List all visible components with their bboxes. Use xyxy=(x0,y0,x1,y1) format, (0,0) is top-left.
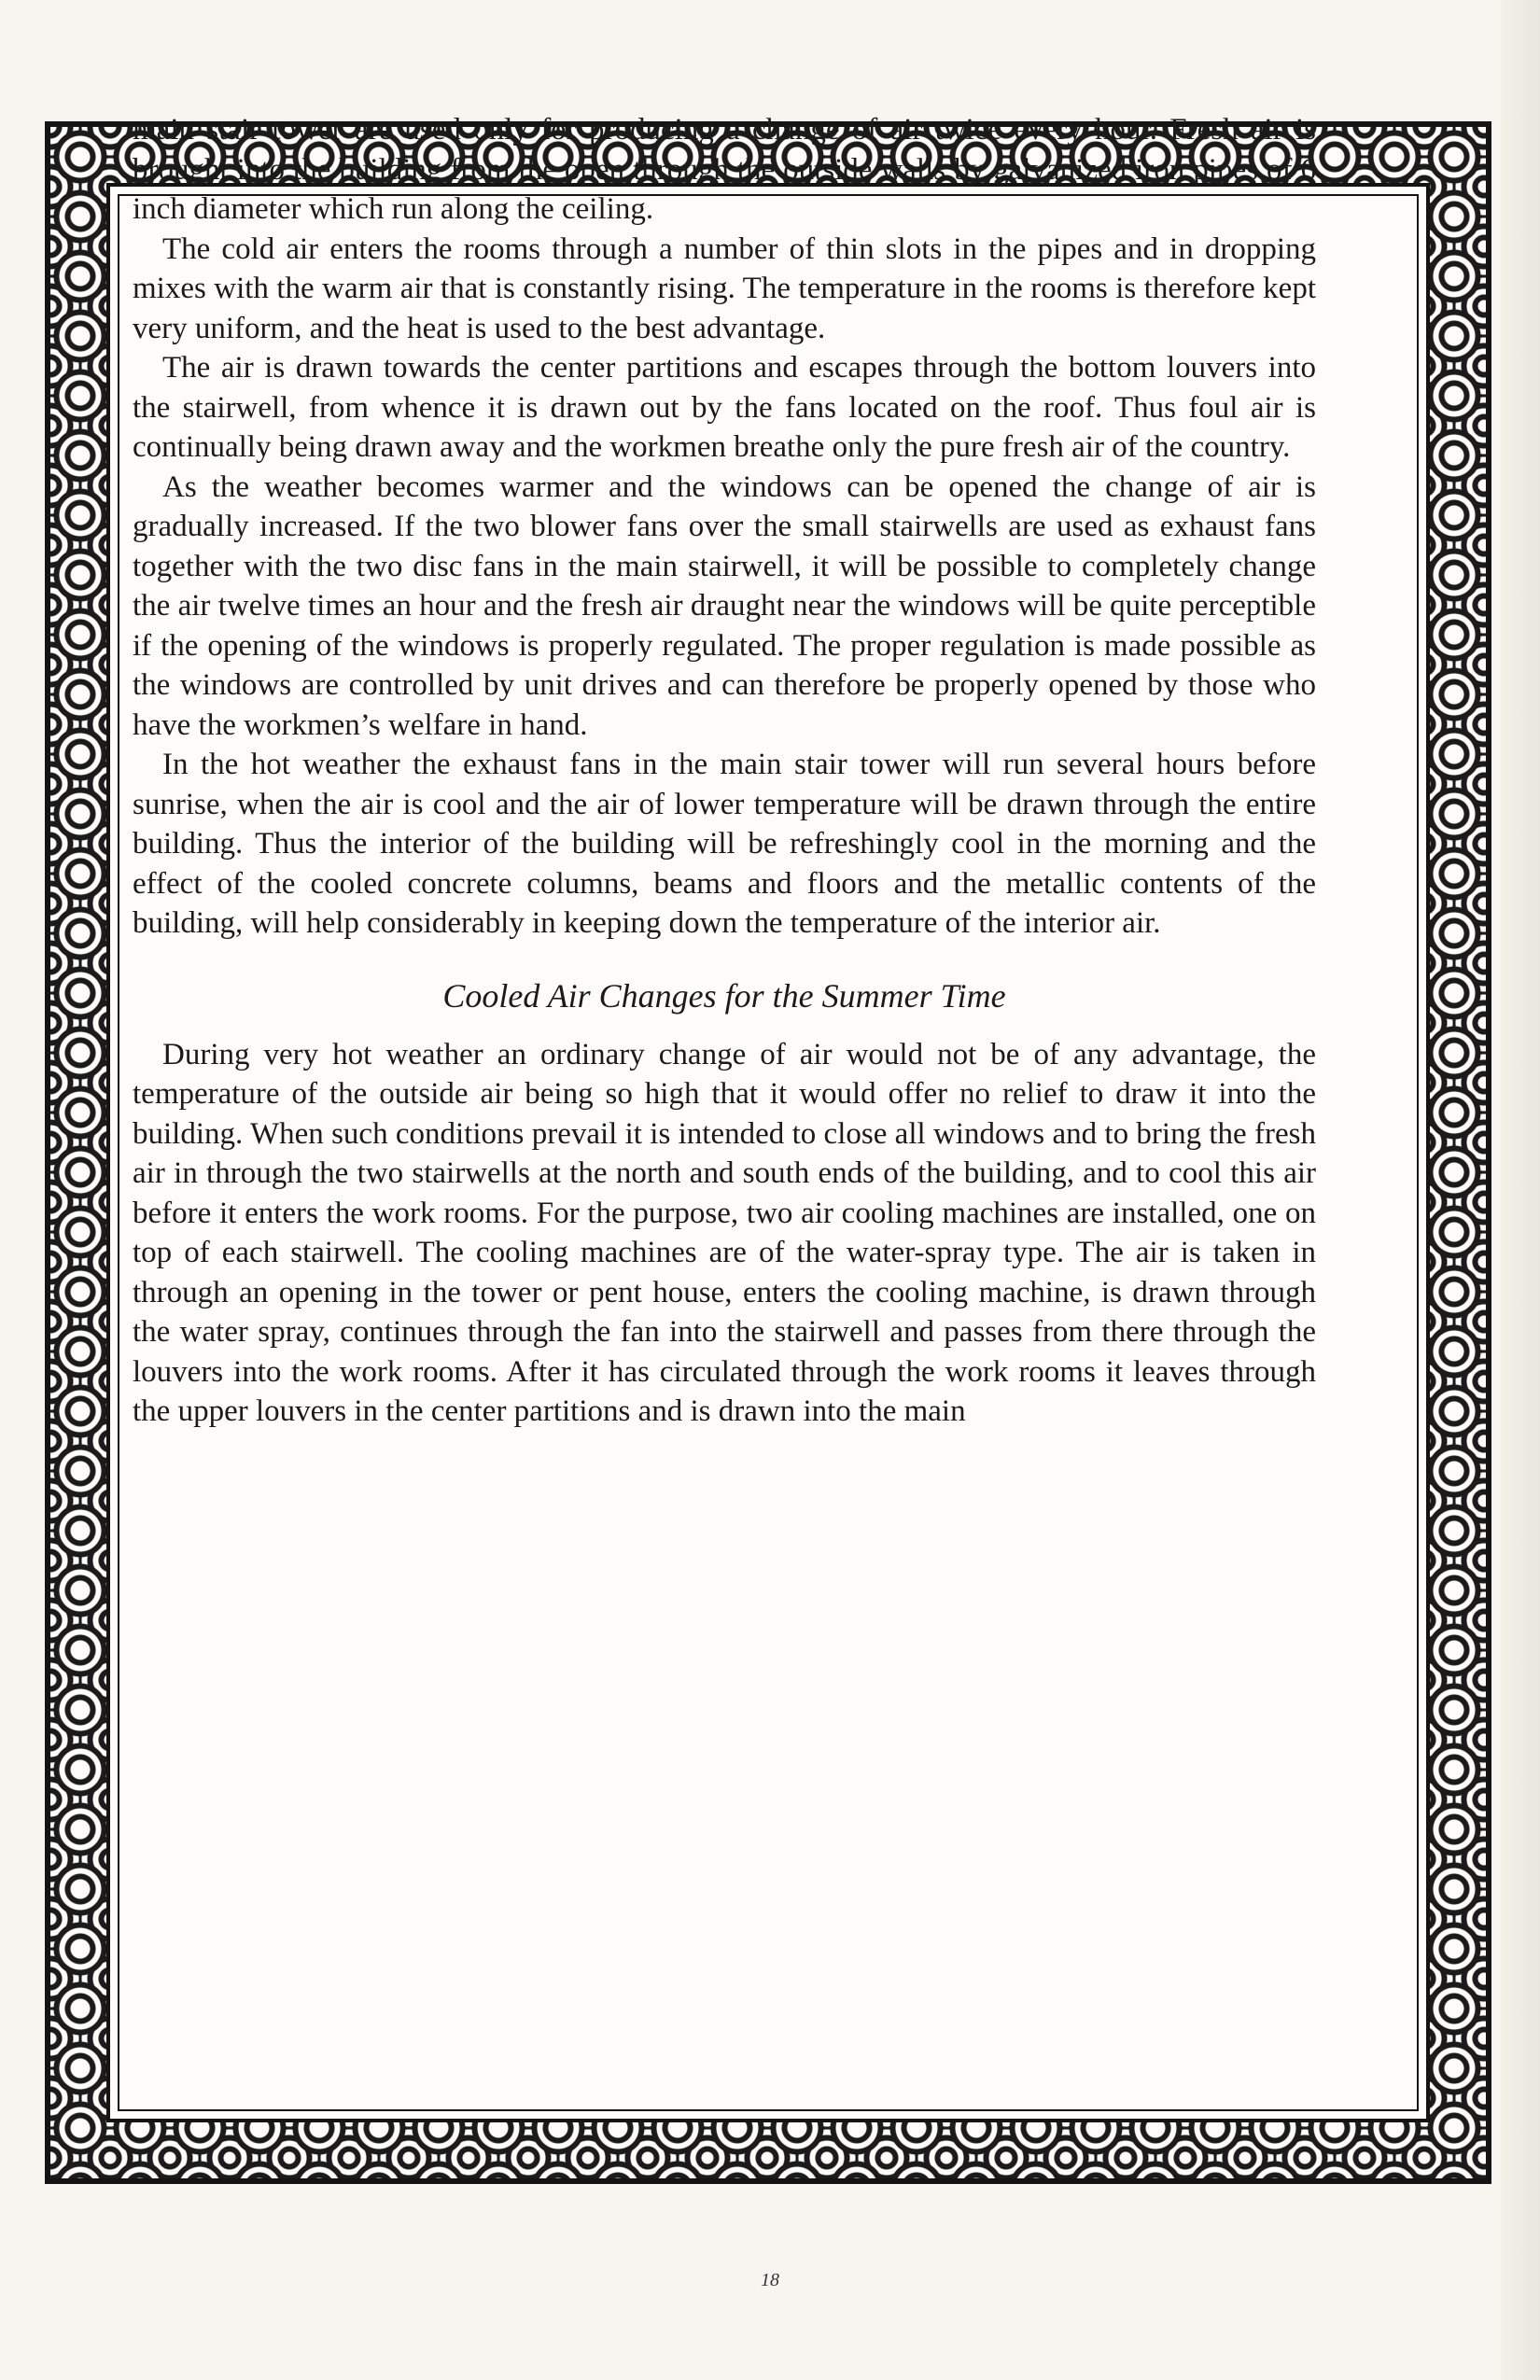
paragraph: In the hot weather the exhaust fans in the main stair tower will run several hours before sunrise, when the air is cool and the air of lower temperature will be drawn through the entire building. Thus the interior of the building will be refreshingly cool in the morning and the effect of the cooled concrete columns, beams and floors and the metallic contents of the building, will help considerably in keeping down the temperature of the interior air. xyxy=(133,748,1316,940)
body-text xyxy=(133,110,1316,1432)
page-number: 18 xyxy=(761,2270,779,2290)
paragraph: The cold air enters the rooms through a number of thin slots in the pipes and in dropping mixes with the warm air that is constantly rising. The temperature in the rooms is therefore kept very uniform, and the heat is used to the best advantage. xyxy=(133,231,1316,345)
paragraphs-after-heading xyxy=(133,1035,1316,1432)
paragraph: The air is drawn towards the center partitions and escapes through the bottom louvers into the stairwell, from whence it is drawn out by the fans located on the roof. Thus foul air is continually being drawn away and the workmen breathe only the pure fresh air of the country. xyxy=(133,351,1316,464)
paragraph: main stair tower are used only for producing a change of air twice every hour. Fresh air is brought into the building from the open through the outside walls by galvanized iron pipes of 6 inch diameter which run along the ceiling. xyxy=(133,113,1316,226)
paragraph: As the weather becomes warmer and the windows can be opened the change of air is gradually increased. If the two blower fans over the small stairwells are used as exhaust fans together with the two disc fans in the main stairwell, it will be possible to completely change the air twelve times an hour and the fresh air draught near the windows will be quite perceptible if the opening of the windows is properly regulated. The proper regulation is made possible as the windows are controlled by unit drives and can therefore be properly opened by those who have the workmen’s welfare in hand. xyxy=(133,469,1316,742)
paragraph: During very hot weather an ordinary change of air would not be of any advantage, the temperature of the outside air being so high that it would offer no relief to draw it into the building. When such conditions prevail it is intended to close all windows and to bring the fresh air in through the two stairwells at the north and south ends of the building, and to cool this air before it enters the work rooms. For the purpose, two air cooling machines are installed, one on top of each stairwell. The cooling machines are of the water-spray type. The air is taken in through an opening in the tower or pent house, enters the cooling machine, is drawn through the water spray, continues through the fan into the stairwell and passes from there through the louvers into the work rooms. After it has circulated through the work rooms it leaves through the upper louvers in the center partitions and is drawn into the main xyxy=(133,1037,1316,1428)
paragraphs-before-heading xyxy=(133,110,1316,944)
page-edge-shadow xyxy=(1501,0,1540,2380)
section-title: Cooled Air Changes for the Summer Time xyxy=(442,976,1006,1015)
